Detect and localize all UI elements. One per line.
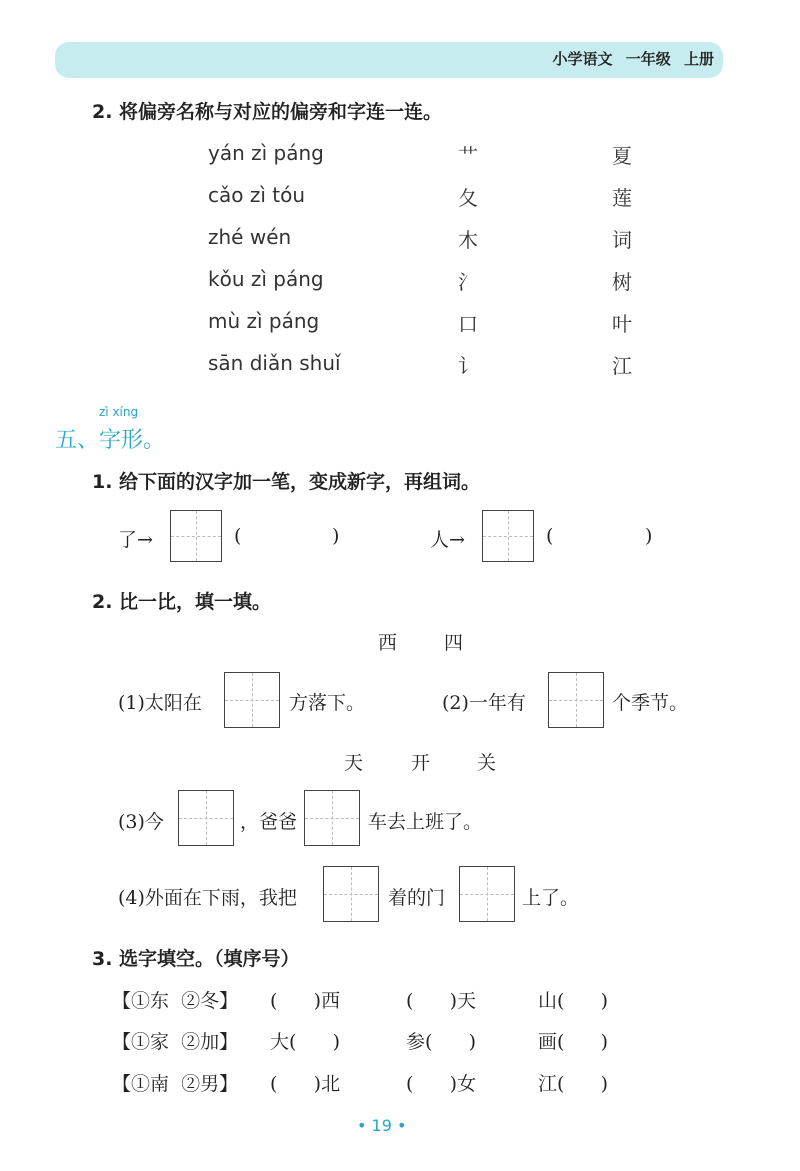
sentence-text: 个季节。	[612, 692, 689, 714]
pinyin-item: mù zì páng	[208, 309, 320, 333]
option-char: 关	[477, 752, 497, 774]
writing-box[interactable]	[323, 866, 379, 922]
fill-blank[interactable]: 江( )	[538, 1073, 609, 1095]
close-paren: )	[332, 525, 340, 547]
option-char: 四	[444, 632, 464, 654]
question-title: 3. 选字填空。（填序号）	[92, 948, 300, 970]
pinyin-item: cǎo zì tóu	[208, 183, 306, 207]
choice-options: 【①东 ②冬】	[112, 990, 239, 1012]
char-item[interactable]: 词	[612, 228, 632, 252]
sentence-text: 方落下。	[289, 692, 366, 714]
fill-blank[interactable]: ( )天	[406, 990, 477, 1012]
pinyin-item: zhé wén	[208, 225, 292, 249]
header-subject: 小学语文	[552, 50, 613, 68]
choice-options: 【①家 ②加】	[112, 1031, 239, 1053]
fill-blank[interactable]: 大( )	[270, 1031, 341, 1053]
pinyin-item: yán zì páng	[208, 141, 324, 165]
sentence-text: 车去上班了。	[368, 811, 483, 833]
option-char: 开	[411, 752, 431, 774]
section-title: 五、字形。	[55, 428, 166, 453]
add-stroke-char-2: 人→	[430, 529, 465, 551]
writing-box[interactable]	[304, 790, 360, 846]
sentence-text: (1)太阳在	[118, 692, 202, 714]
fill-blank[interactable]: 山( )	[538, 990, 609, 1012]
question-title: 1. 给下面的汉字加一笔，变成新字，再组词。	[92, 471, 481, 493]
pinyin-item: sān diǎn shuǐ	[208, 351, 341, 375]
sentence-text: (2)一年有	[442, 692, 526, 714]
char-item[interactable]: 夏	[612, 144, 632, 168]
question-title: 2. 比一比，填一填。	[92, 591, 272, 613]
header-title	[552, 48, 714, 69]
radical-item[interactable]: 口	[458, 312, 478, 336]
fill-blank[interactable]: ( )女	[406, 1073, 477, 1095]
choice-options: 【①南 ②男】	[112, 1073, 239, 1095]
radical-item[interactable]: 氵	[458, 270, 478, 294]
char-item[interactable]: 江	[612, 354, 632, 378]
fill-blank[interactable]: ( )北	[270, 1073, 341, 1095]
sentence-text: ，爸爸	[240, 811, 298, 833]
radical-item[interactable]: 木	[458, 228, 478, 252]
radical-item[interactable]: 艹	[458, 144, 478, 168]
sentence-text: (3)今	[118, 811, 164, 833]
pinyin-item: kǒu zì páng	[208, 267, 324, 291]
writing-box[interactable]	[178, 790, 234, 846]
close-paren: )	[645, 525, 653, 547]
open-paren: (	[546, 525, 554, 547]
radical-item[interactable]: 夂	[458, 186, 478, 210]
option-char: 西	[378, 632, 398, 654]
writing-box[interactable]	[224, 672, 280, 728]
writing-box[interactable]	[170, 510, 222, 562]
sentence-text: 着的门	[388, 887, 446, 909]
fill-blank[interactable]: 画( )	[538, 1031, 609, 1053]
sentence-text: 上了。	[522, 887, 580, 909]
header-volume: 上册	[683, 50, 714, 68]
option-char: 天	[344, 752, 364, 774]
writing-box[interactable]	[548, 672, 604, 728]
fill-blank[interactable]: 参( )	[406, 1031, 477, 1053]
char-item[interactable]: 叶	[612, 312, 632, 336]
writing-box[interactable]	[459, 866, 515, 922]
fill-blank[interactable]: ( )西	[270, 990, 341, 1012]
open-paren: (	[234, 525, 242, 547]
add-stroke-char-1: 了→	[118, 529, 153, 551]
char-item[interactable]: 树	[612, 270, 632, 294]
sentence-text: (4)外面在下雨，我把	[118, 887, 297, 909]
radical-item[interactable]: 讠	[458, 354, 478, 378]
page-number: • 19 •	[357, 1116, 407, 1135]
section-pinyin: zì xíng	[99, 405, 139, 419]
writing-box[interactable]	[482, 510, 534, 562]
header-grade: 一年级	[625, 50, 671, 68]
char-item[interactable]: 莲	[612, 186, 632, 210]
match-question-title: 2. 将偏旁名称与对应的偏旁和字连一连。	[92, 101, 443, 123]
